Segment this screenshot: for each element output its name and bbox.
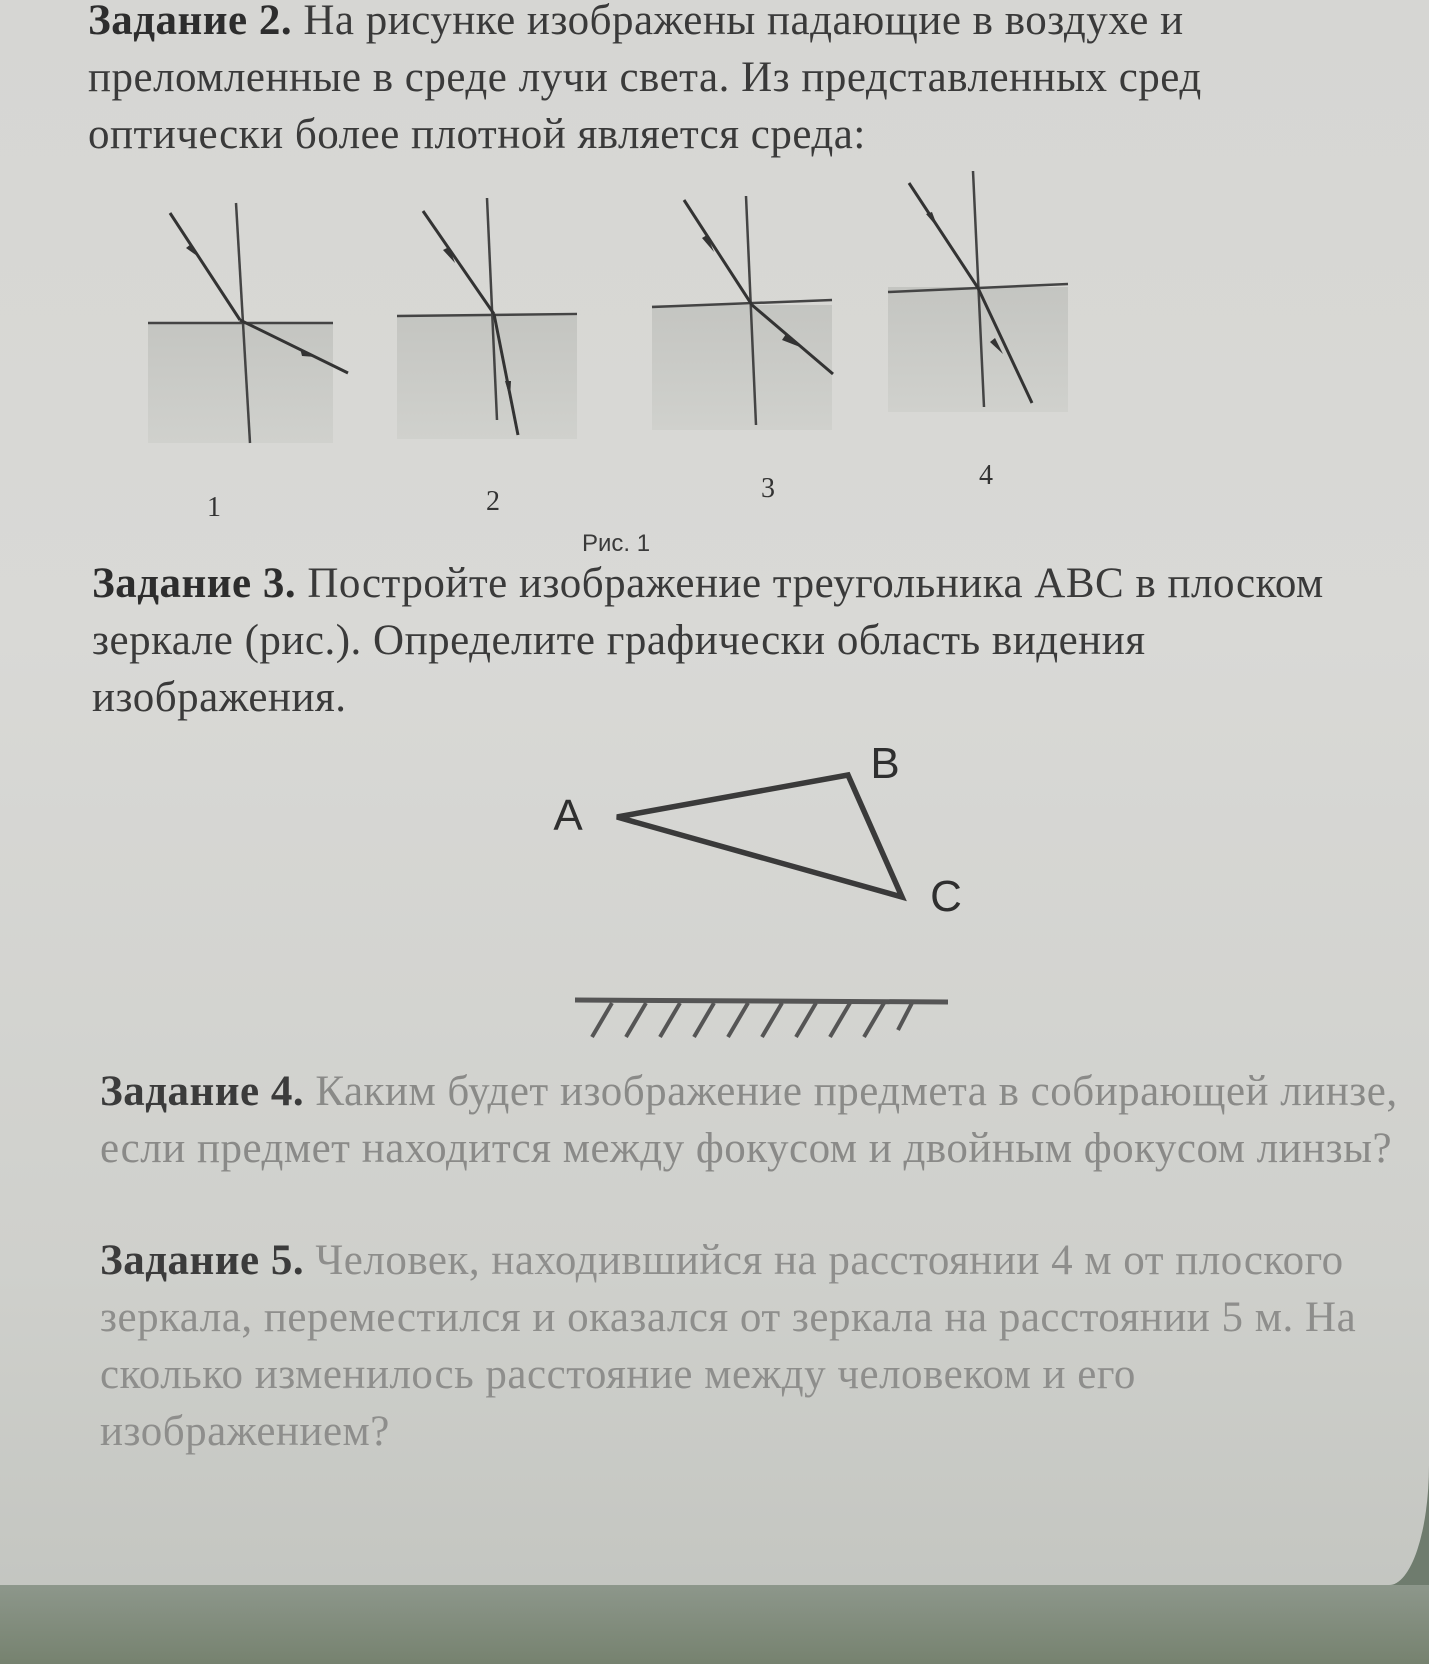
mirror-hatch [592,1003,612,1037]
triangle-outline [617,775,902,897]
mirror-hatch [898,1003,912,1030]
incident-ray [909,183,978,288]
panel-label-3: 3 [761,473,775,504]
flat-mirror [575,1000,948,1037]
mirror-hatch [626,1003,646,1037]
task-3 [92,555,1342,726]
figure-panel-4 [888,171,1068,491]
mirror-hatch [728,1003,748,1037]
figure-caption: Рис. 1 [581,530,651,557]
panel-label-4: 4 [979,460,993,491]
mirror-hatch [660,1003,680,1037]
vertex-a: A [553,791,583,840]
medium-shading [652,305,832,430]
figure-panel-3 [652,196,833,504]
vertex-c: C [930,872,962,921]
mirror-hatch [864,1003,884,1037]
arrowhead [926,212,938,228]
mirror-hatch [694,1003,714,1037]
task-4 [100,1063,1420,1177]
medium-shading [888,287,1068,412]
mirror-hatch [796,1003,816,1037]
incident-ray [170,213,240,320]
task-2-heading: Задание 2. [88,0,293,44]
panel-label-2: 2 [486,486,500,517]
mirror-hatch [830,1003,850,1037]
interface-line [397,314,577,316]
mirror-hatch [762,1003,782,1037]
incident-ray [423,211,494,314]
task-5-heading: Задание 5. [100,1237,305,1284]
triangle-abc [553,739,962,921]
task-5-text: Человек, находившийся на расстоянии 4 м от плоского зеркала, переместился и оказался от зеркала на расстоянии 5 м. На сколько изменилось расстояние между человеком и его изображением? [100,1237,1357,1455]
task-4-text: Каким будет изображение предмета в собирающей линзе, если предмет находится между фокусом и двойным фокусом линзы? [100,1068,1398,1172]
incident-ray [684,200,752,305]
task-2-text: На рисунке изображены падающие в воздухе и преломленные в среде лучи света. Из представленных сред оптически более плотной является среда: [88,0,1202,158]
figure-panel-2 [397,198,577,517]
panel-label-1: 1 [207,492,221,523]
medium-shading [397,316,577,439]
task-5 [100,1232,1420,1460]
mirror-surface [575,1000,948,1002]
figure-panel-1 [148,203,348,523]
vertex-b: B [870,739,900,788]
medium-shading [148,323,333,443]
task-3-heading: Задание 3. [92,560,297,607]
task-3-text: Постройте изображение треугольника ABC в плоском зеркале (рис.). Определите графически область видения изображения. [92,560,1324,721]
task-4-heading: Задание 4. [100,1068,305,1115]
